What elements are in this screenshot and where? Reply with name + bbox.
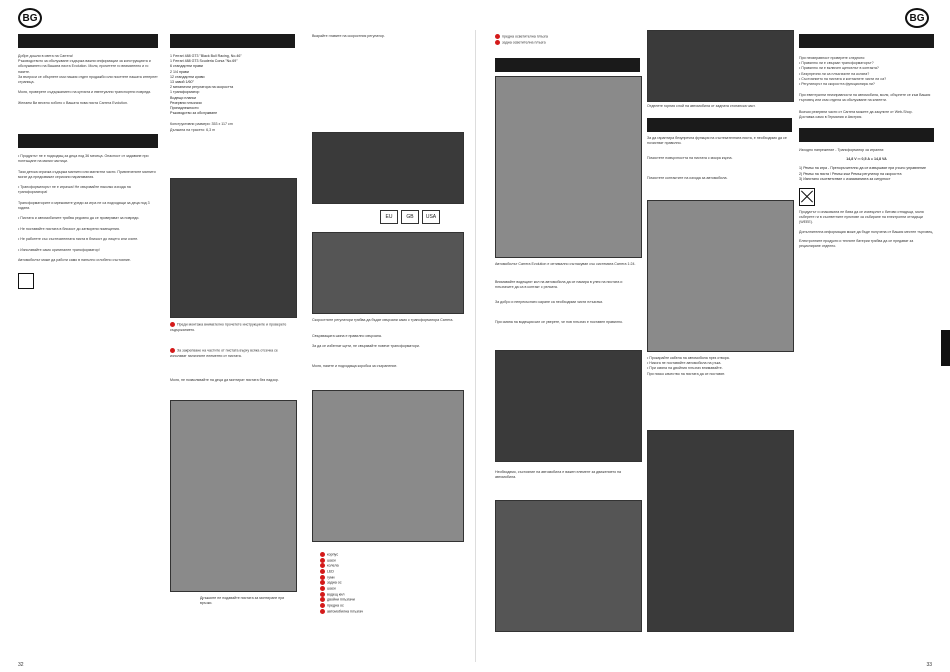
assembly-note: Моля, не позволявайте на деца да монтират пистата без надзор. [170, 378, 279, 382]
section-header-bar [647, 118, 792, 132]
part-label: колела [327, 563, 339, 568]
section-header-bar [799, 34, 934, 48]
track-cleaning-photo [495, 500, 642, 632]
part-label: шаси [327, 586, 336, 591]
part-item [320, 609, 460, 615]
part-marker-icon [320, 603, 325, 608]
usa-plug-icon [422, 210, 440, 224]
col4-text1: Автомобилът Carrera Evolution е оптимално съгласуван със системата Carrera 1:24. [495, 262, 636, 266]
part-marker-icon [320, 609, 325, 614]
tech-notes [799, 166, 934, 182]
language-code: BG [22, 12, 38, 24]
contents-item: Ръководство за обслужване [170, 111, 218, 116]
contents-item: 6 стандартни прави [170, 64, 203, 69]
intro-text: Добре дошли в света на Carrera! Ръководството за обслужване съдържа важни информации за конструкцията и обслужването на Вашата писта Evolution. Моля, прочетете го внимателно и го пазете. За въпроси се обърнете към нашия отдел продажби или посетете нашата интернет страница. Моля, проверете съдържанието на кутията и евентуални транспортни повреди. Желаем Ви весело хобито с Вашата нова писта Carrera Evolution. [18, 54, 158, 105]
recycle-text: Електронните продукти и техните батерии трябва да се предават за рециклиране отделно. [799, 238, 914, 249]
part-marker-icon [320, 586, 325, 591]
chassis-photo [495, 350, 642, 462]
col5-text4: Почистете контактите на изхода за автомобила. [647, 176, 728, 180]
part-marker-icon [320, 552, 325, 557]
voltage-value: 14,8 V ⎓ 0,5 A = 14,8 VA [846, 157, 887, 162]
part-label: задна ос [327, 580, 342, 585]
assembly-step2 [170, 348, 295, 359]
right-page [485, 0, 950, 672]
col4-text5: Необходимо, състояние на автомобила е важен елемент за движението на автомобила. [495, 470, 622, 480]
tech-header: Изходно напрежение - Трансформатор за игрални: [799, 148, 885, 153]
tech-note: 3) Изпитано съответствие с изискванията за сигурност [799, 176, 891, 181]
col5-text2: За да гарантира безупречна функция на състезателната писта, е необходимо да се почистват правилно. [647, 136, 787, 146]
underside-photo [647, 430, 794, 632]
contents-item: 2 1/4 прави [170, 69, 189, 74]
return-text: При евентуални неизправности на автомобила, моля, обърнете се към Вашия търговец или към отдела за обслужване на клиенти. [799, 93, 931, 103]
car-detail-photo [647, 30, 794, 102]
contents-item: Резервни плъзгачи [170, 100, 202, 105]
car-column [495, 34, 640, 45]
disposal-text: Допълнителна информация може да бъде получена от Вашия местен търговец. [799, 229, 934, 234]
contents-item: 1 Ferrari 488 GT3 "Black Bull Racing, No.46" [170, 54, 242, 58]
col3-text2: Скоростните регулатори трябва да бъдат свързани само с трансформатора Carrera. [312, 318, 454, 322]
cars-photo [495, 76, 642, 258]
contents-item: 1 трансформатор [170, 90, 200, 95]
col4-text2: Внимавайте водещият кил на автомобила да се намира в улея на пистата и плъзгачите да са в контакт с релсата. [495, 280, 623, 290]
part-label: корпус [327, 552, 339, 557]
part-marker-icon [320, 558, 325, 563]
part-marker-icon [320, 563, 325, 568]
col4-text3: За добро и непрекъснато каране са необходими чисти плъзгачи. [495, 300, 604, 304]
section-header-bar [495, 58, 640, 72]
tech-note: 1) Ремък на игра - Препоръчително да се извършват при ръчно управление [799, 166, 927, 171]
assembly-step1 [170, 322, 295, 333]
step-marker-icon [170, 322, 175, 327]
step-marker-icon [170, 348, 175, 353]
part-marker-icon [320, 569, 325, 574]
col5-text5: • Прокарайте кабела на автомобила през отвора. • Никога не поставяйте автомобила на ръка. • При смяна на двойния плъзгач внимавайте. При ниско качество на пистата да се поставят. [647, 356, 730, 376]
contents-item: 2 механични регулатора на скоростта [170, 85, 234, 90]
col3-text5: Моля, пазете и подходяща коробка за съхранение. [312, 364, 398, 368]
contents-item: 1 Ferrari 488 GT3 Scuderia Corsa "No.69" [170, 59, 238, 64]
part-marker-icon [495, 34, 500, 39]
car-body-photo [312, 390, 464, 542]
controller-photo [312, 132, 464, 204]
col5-text3: Почистете повърхността на пистата с мокра кърпа. [647, 156, 733, 160]
region-label: USA [425, 214, 437, 220]
assembly-caption: Дръжките не подавайте пистата за монтиране при връзки. [200, 596, 285, 606]
part-label: гуми [327, 575, 335, 580]
region-icons [380, 210, 440, 224]
step-text: Преди монтажа внимателно прочетете инструкциите и проверете съдържанието. [170, 322, 287, 332]
section-header-bar [18, 34, 158, 48]
weee-bin-icon [799, 188, 815, 206]
top-item-label: задна осветителна плъзга [502, 40, 546, 45]
col5-text1: Отделете горния слой на автомобила от задната стопанска част. [647, 104, 756, 108]
contents-item: Водещи планки [170, 95, 196, 100]
service-text: Всички резервни части от Carrera можете да закупите от Web-Shop. Доставка само в Германия и Австрия. [799, 109, 913, 119]
part-marker-icon [320, 592, 325, 597]
part-label: двойни плъзгачи [327, 597, 355, 602]
section-header-bar [18, 134, 158, 148]
connection-photo [312, 232, 464, 314]
setup-column [312, 34, 462, 39]
language-badge-right [905, 8, 929, 28]
size-text: Конструктивни размери: 353 x 117 cm [170, 122, 233, 127]
length-text: Дължина на трасето: 6,3 m [170, 127, 216, 132]
part-marker-icon [320, 575, 325, 580]
language-badge-left [18, 8, 42, 28]
part-marker-icon [320, 597, 325, 602]
part-marker-icon [495, 40, 500, 45]
part-label: LED [327, 569, 334, 574]
warning-box-icon [18, 273, 34, 289]
tech-note: 2) Ремък на писта / Ремък към Ремък регулатор на скоростта [799, 171, 902, 176]
cleaning-photo [647, 200, 794, 352]
col3-text3: Свързващата шина е правилно свързана. [312, 334, 382, 338]
page-number-right: 33 [926, 662, 932, 668]
weee-text: Продуктът и опаковката не бива да се изхвърлят с битови отпадъци, моля съберете ги в съответните пунктове за събиране на електронни отпадъци (WEEE). [799, 210, 924, 225]
part-label: шаси [327, 558, 336, 563]
contents-item: Принадлежности [170, 106, 199, 111]
eu-plug-icon [380, 210, 398, 224]
intro-column [18, 34, 158, 289]
contents-item: 12 стандартни криви [170, 74, 205, 79]
track-assembly-photo [170, 400, 297, 592]
trouble-text: При неизправност проверете следното: • Правилно ли е свързан трансформаторът? • Правилно ли е включен щепселът в контакта? • Безупречни ли са плъзгачите на колата? • Състоянието на пистата и контактите чисти ли са? • Регулаторът на скоростта функционира ли? [799, 56, 887, 87]
parts-list [320, 552, 460, 614]
col3-text1: Вкарайте главите на скоростния регулатор. [312, 34, 385, 38]
col3-text4: За да се избегнат щети, не свързвайте повече трансформатори. [312, 344, 420, 348]
language-code: BG [909, 12, 925, 24]
service-column [799, 34, 934, 249]
region-label: EU [385, 214, 393, 220]
part-label: автомобилна плъзгач [327, 609, 364, 614]
section-header-bar [799, 128, 934, 142]
top-item [495, 40, 640, 46]
step-text: За закрепване на частите от пистата върху всяка отсечка се използват наличните елементи от пистата. [170, 348, 278, 358]
region-label: GB [406, 214, 414, 220]
gb-plug-icon [401, 210, 419, 224]
page-divider [475, 30, 476, 662]
contents-item: 13 завой 1/60° [170, 80, 194, 85]
top-item-label: предна осветителна плъзга [502, 34, 548, 39]
contents-column [170, 34, 295, 133]
chapter-tab [941, 330, 950, 366]
col4-text4: При смяна на водещия кил се уверете, че нов плъзгач е поставен правилно. [495, 320, 624, 324]
contents-list [170, 54, 295, 116]
page-number-left: 32 [18, 662, 24, 668]
safety-text: • Продуктът не е подходящ за деца под 36 месеца. Опасност от задавяне при поглъщане на малки частици. Тази детска играчка съдържа магнити или магнитни части. Привлечените магнити могат да предизвикат сериозни наранявания. • Трансформаторът не е играчка! Не свързвайте няколко изхода на трансформатора! Трансформаторите и мрежовите уреди за игра не са подходящи за деца под 3 години. • Пистата и автомобилите трябва редовно да се проверяват за повреди. • Не поставяйте пистата в близост до затворени помещения. • Не работете със състезателната писта в близост до лицето или очите. • Използвайте само оригинален трансформатор! Автомобилът може да работи само в напълно сглобено състояние. [18, 154, 156, 263]
part-label: предна ос [327, 603, 344, 608]
section-header-bar [170, 34, 295, 48]
track-photo [170, 178, 297, 318]
part-marker-icon [320, 580, 325, 585]
part-label: водещ кил [327, 592, 345, 597]
